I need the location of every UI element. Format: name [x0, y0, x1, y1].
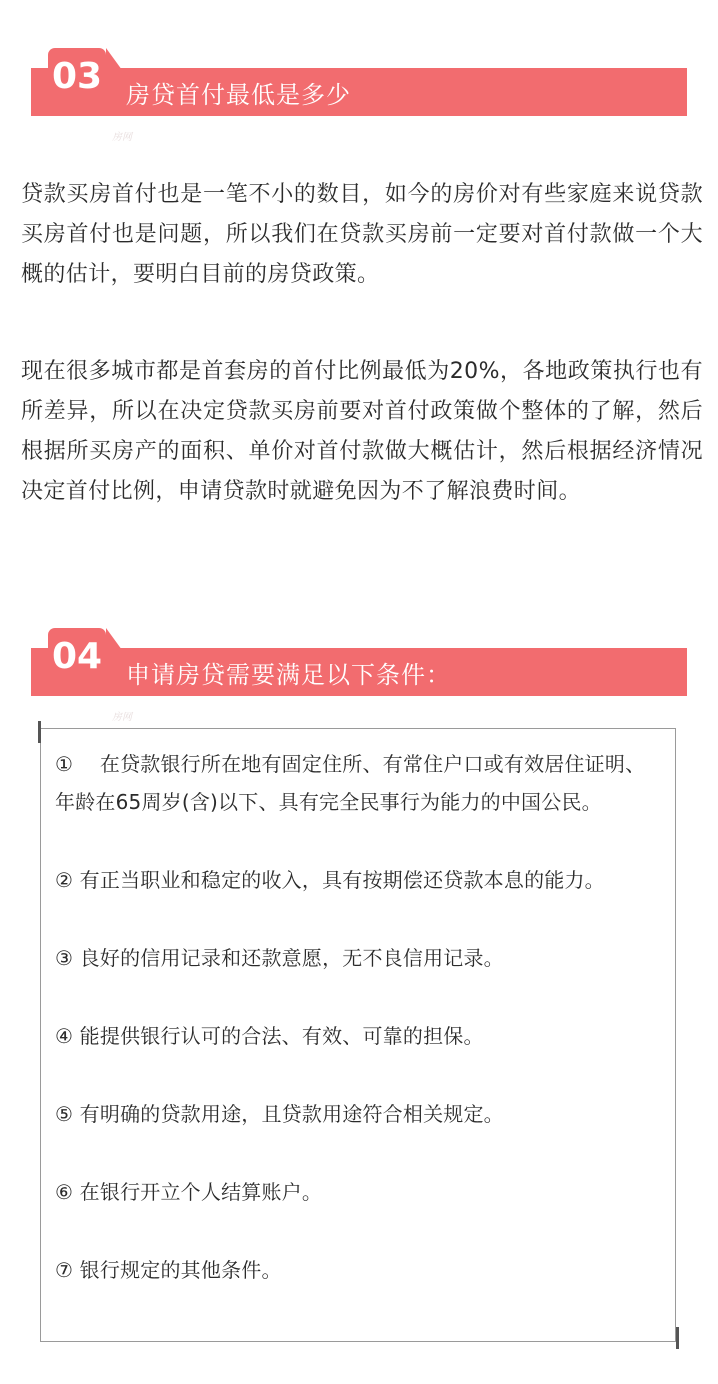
section-title: 申请房贷需要满足以下条件： [126, 661, 451, 689]
section-header-03 [0, 48, 718, 143]
condition-item: ③ 良好的信用记录和还款意愿，无不良信用记录。 [55, 946, 504, 970]
condition-item: ⑥ 在银行开立个人结算账户。 [55, 1180, 323, 1204]
corner-mark-top-left [38, 721, 41, 743]
section-header-04 [0, 628, 718, 723]
condition-item: ① 在贷款银行所在地有固定住所、有常住户口或有效居住证明、年龄在65周岁(含)以下、具有完全民事行为能力的中国公民。 [55, 752, 646, 814]
condition-item: ② 有正当职业和稳定的收入，具有按期偿还贷款本息的能力。 [55, 868, 605, 892]
section-number: 03 [51, 56, 103, 97]
watermark: 房网 [112, 712, 132, 723]
conditions-box [40, 728, 676, 1342]
paragraph-down-payment-ratio: 现在很多城市都是首套房的首付比例最低为20%，各地政策执行也有所差异，所以在决定贷款买房前要对首付政策做个整体的了解，然后根据所买房产的面积、单价对首付款做大概估计，然后根据经济情况决定首付比例，申请贷款时就避免因为不了解浪费时间。 [21, 359, 703, 504]
paragraph-down-payment-intro: 贷款买房首付也是一笔不小的数目，如今的房价对有些家庭来说贷款买房首付也是问题，所以我们在贷款买房前一定要对首付款做一个大概的估计，要明白目前的房贷政策。 [21, 182, 703, 287]
condition-item: ④ 能提供银行认可的合法、有效、可靠的担保。 [55, 1024, 484, 1048]
conditions-list [55, 745, 665, 1329]
condition-item: ⑦ 银行规定的其他条件。 [55, 1258, 282, 1282]
corner-mark-bottom-right [676, 1327, 679, 1349]
watermark: 房网 [112, 132, 132, 143]
section-title: 房贷首付最低是多少 [126, 81, 351, 109]
condition-item: ⑤ 有明确的贷款用途，且贷款用途符合相关规定。 [55, 1102, 504, 1126]
section-number: 04 [51, 636, 103, 677]
